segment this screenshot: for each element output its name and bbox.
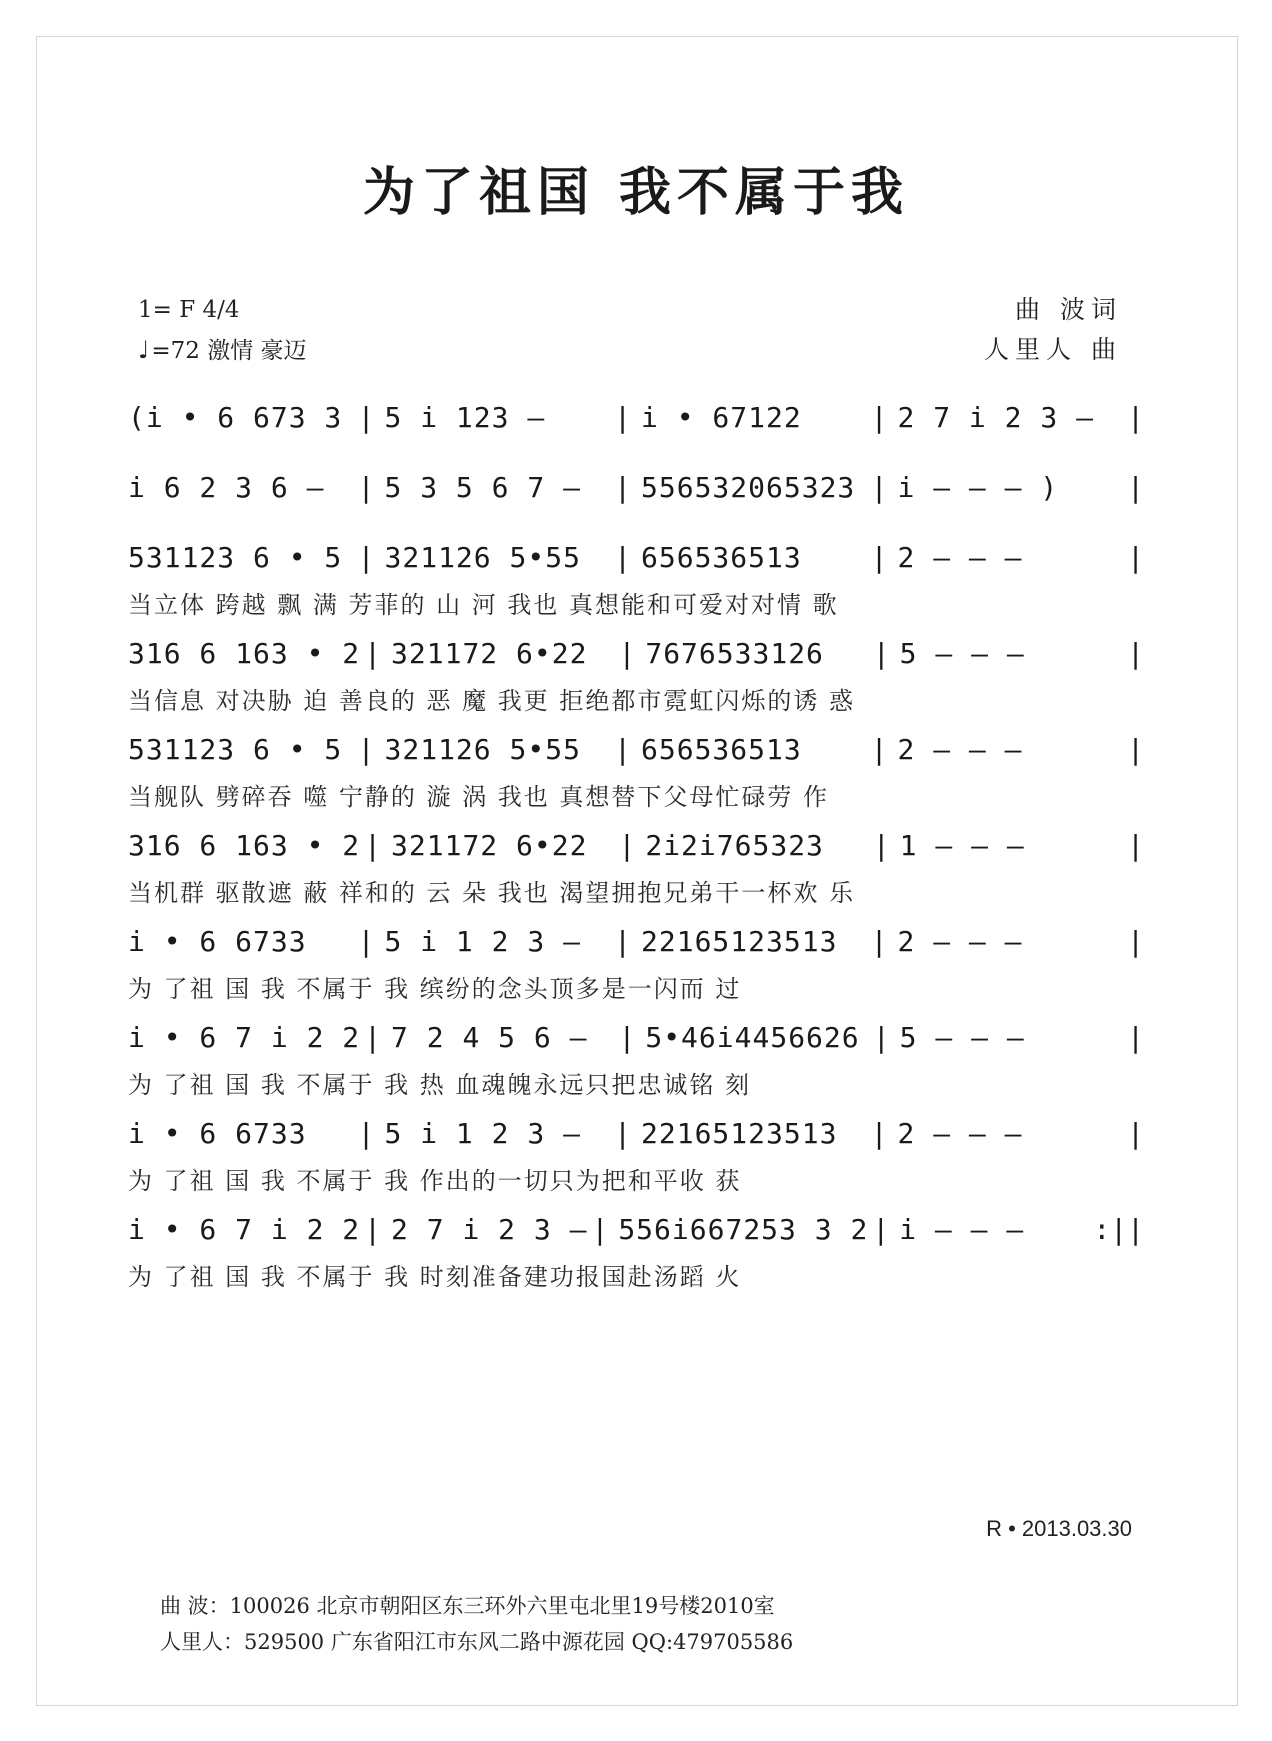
barline: | xyxy=(618,828,636,862)
lyric-line: 为 了祖 国 我 不属于 我 热 血魂魄永远只把忠诚铭 刻 xyxy=(128,1071,752,1099)
barline: | xyxy=(872,1020,890,1054)
measure: 5 i 1 2 3 – xyxy=(384,1116,581,1150)
notation-line xyxy=(128,393,1148,441)
barline: | xyxy=(870,470,888,504)
measure: 316 6 163 • 2 xyxy=(128,828,361,862)
contact-composer: 人里人：529500 广东省阳江市东风二路中源花园 QQ:479705586 xyxy=(160,1630,794,1654)
barline: | xyxy=(870,540,888,574)
measure: i – – – xyxy=(899,1212,1025,1246)
measure: 7 2 4 5 6 – xyxy=(391,1020,588,1054)
song-title: 为了祖国 我不属于我 xyxy=(362,163,910,223)
lyric-line: 当机群 驱散遮 蔽 祥和的 云 朵 我也 渴望拥抱兄弟干一杯欢 乐 xyxy=(128,879,856,907)
barline: | xyxy=(614,924,631,958)
key-time-signature: 1= F 4/4 xyxy=(138,297,240,323)
measure: 531123 6 • 5 xyxy=(128,732,343,766)
barline: | xyxy=(872,828,890,862)
tempo-expression: 激情 豪迈 xyxy=(207,338,307,364)
credits xyxy=(984,290,1122,370)
score-row-1 xyxy=(128,393,1148,463)
lyric-line: 当立体 跨越 飘 满 芳菲的 山 河 我也 真想能和可爱对对情 歌 xyxy=(128,591,839,619)
lyricist-credit: 曲 波词 xyxy=(1015,295,1122,324)
barline: | xyxy=(1127,540,1144,574)
measure: 321126 5•55 xyxy=(384,732,581,766)
lyric-line: 为 了祖 国 我 不属于 我 时刻准备建功报国赴汤蹈 火 xyxy=(128,1263,742,1291)
score-row-2 xyxy=(128,463,1148,533)
score-row-8 xyxy=(128,1013,1148,1109)
measure: 1 – – – xyxy=(899,828,1025,862)
notation-line xyxy=(128,629,1148,677)
barline: | xyxy=(357,924,375,958)
barline: | xyxy=(364,636,382,670)
measure: 321172 6•22 xyxy=(391,636,588,670)
barline: | xyxy=(1127,924,1144,958)
measure: 5 – – – xyxy=(899,636,1025,670)
barline: | xyxy=(357,540,375,574)
barline: | xyxy=(1127,400,1144,434)
barline: | xyxy=(614,470,631,504)
spacer xyxy=(128,441,1148,463)
barline: | xyxy=(614,400,631,434)
barline: | xyxy=(364,1020,382,1054)
lyric-line: 当舰队 劈碎吞 噬 宁静的 漩 涡 我也 真想替下父母忙碌劳 作 xyxy=(128,783,830,811)
measure: 556532065323 xyxy=(641,470,856,504)
barline: | xyxy=(614,540,631,574)
repeat-end-barline: :|| xyxy=(1093,1212,1144,1246)
barline: | xyxy=(870,400,888,434)
barline: | xyxy=(364,1212,382,1246)
notation-line xyxy=(128,463,1148,511)
measure: 656536513 xyxy=(641,732,802,766)
measure: i • 6 7 i 2 2 xyxy=(128,1020,361,1054)
measure: 556i667253 3 2 xyxy=(618,1212,869,1246)
measure: 321172 6•22 xyxy=(391,828,588,862)
notation-line xyxy=(128,1109,1148,1157)
score-row-3 xyxy=(128,533,1148,629)
lyric-line: 为 了祖 国 我 不属于 我 作出的一切只为把和平收 获 xyxy=(128,1167,742,1195)
measure: 531123 6 • 5 xyxy=(128,540,343,574)
score-row-4 xyxy=(128,629,1148,725)
measure: 2 7 i 2 3 – xyxy=(391,1212,588,1246)
measure: 5 i 1 2 3 – xyxy=(384,924,581,958)
barline: | xyxy=(1127,636,1144,670)
barline: | xyxy=(364,828,382,862)
measure: i • 6 7 i 2 2 xyxy=(128,1212,361,1246)
lyric-line: 当信息 对决胁 迫 善良的 恶 魔 我更 拒绝都市霓虹闪烁的诱 惑 xyxy=(128,687,856,715)
score-row-10 xyxy=(128,1205,1148,1301)
barline: | xyxy=(1127,828,1144,862)
barline: | xyxy=(591,1212,609,1246)
song-meta xyxy=(138,290,307,371)
barline: | xyxy=(870,732,888,766)
measure: i • 6 6733 xyxy=(128,924,307,958)
barline: | xyxy=(357,732,375,766)
notation-line xyxy=(128,1013,1148,1061)
notation-line xyxy=(128,821,1148,869)
measure: 2 – – – xyxy=(897,540,1023,574)
composer-credit: 人里人 曲 xyxy=(984,335,1122,364)
barline: | xyxy=(870,924,888,958)
measure: 22165123513 xyxy=(641,1116,838,1150)
barline: | xyxy=(618,636,636,670)
barline: | xyxy=(1127,732,1144,766)
measure: 2 – – – xyxy=(897,1116,1023,1150)
measure: 2 – – – xyxy=(897,924,1023,958)
measure: 321126 5•55 xyxy=(384,540,581,574)
quarter-note-icon: ♩ xyxy=(138,336,150,364)
measure: 2 – – – xyxy=(897,732,1023,766)
measure: 5 i 123 – xyxy=(384,400,546,434)
score-row-7 xyxy=(128,917,1148,1013)
score-row-5 xyxy=(128,725,1148,821)
measure: i • 67122 xyxy=(641,400,802,434)
contact-info xyxy=(160,1588,793,1660)
lyric-line: 为 了祖 国 我 不属于 我 缤纷的念头顶多是一闪而 过 xyxy=(128,975,742,1003)
measure: 5 3 5 6 7 – xyxy=(384,470,581,504)
tempo-line xyxy=(138,330,307,371)
measure: 22165123513 xyxy=(641,924,838,958)
barline: | xyxy=(357,1116,375,1150)
barline: | xyxy=(614,1116,631,1150)
measure: i 6 2 3 6 – xyxy=(128,470,325,504)
measure: 316 6 163 • 2 xyxy=(128,636,361,670)
barline: | xyxy=(872,1212,890,1246)
barline: | xyxy=(357,400,375,434)
notation-line xyxy=(128,1205,1148,1253)
measure: (i • 6 673 3 xyxy=(128,400,343,434)
score-row-6 xyxy=(128,821,1148,917)
measure: 5 – – – xyxy=(899,1020,1025,1054)
measure: i • 6 6733 xyxy=(128,1116,307,1150)
score-row-9 xyxy=(128,1109,1148,1205)
barline: | xyxy=(614,732,631,766)
score xyxy=(128,393,1148,1301)
contact-lyricist: 曲 波：100026 北京市朝阳区东三环外六里屯北里19号楼2010室 xyxy=(160,1594,775,1618)
measure: 5•46i4456626 xyxy=(645,1020,860,1054)
measure: 2i2i765323 xyxy=(645,828,824,862)
notation-line xyxy=(128,725,1148,773)
notation-line xyxy=(128,533,1148,581)
notation-line xyxy=(128,917,1148,965)
tempo-value: =72 xyxy=(151,338,200,364)
barline: | xyxy=(357,470,375,504)
signature-date: R • 2013.03.30 xyxy=(986,1516,1132,1541)
measure: 7676533126 xyxy=(645,636,824,670)
barline: | xyxy=(870,1116,888,1150)
barline: | xyxy=(618,1020,636,1054)
measure: 656536513 xyxy=(641,540,802,574)
measure: i – – – ) xyxy=(897,470,1059,504)
barline: | xyxy=(1127,1020,1144,1054)
barline: | xyxy=(872,636,890,670)
barline: | xyxy=(1127,1116,1144,1150)
measure: 2 7 i 2 3 – xyxy=(897,400,1094,434)
barline: | xyxy=(1127,470,1144,504)
spacer xyxy=(128,511,1148,533)
